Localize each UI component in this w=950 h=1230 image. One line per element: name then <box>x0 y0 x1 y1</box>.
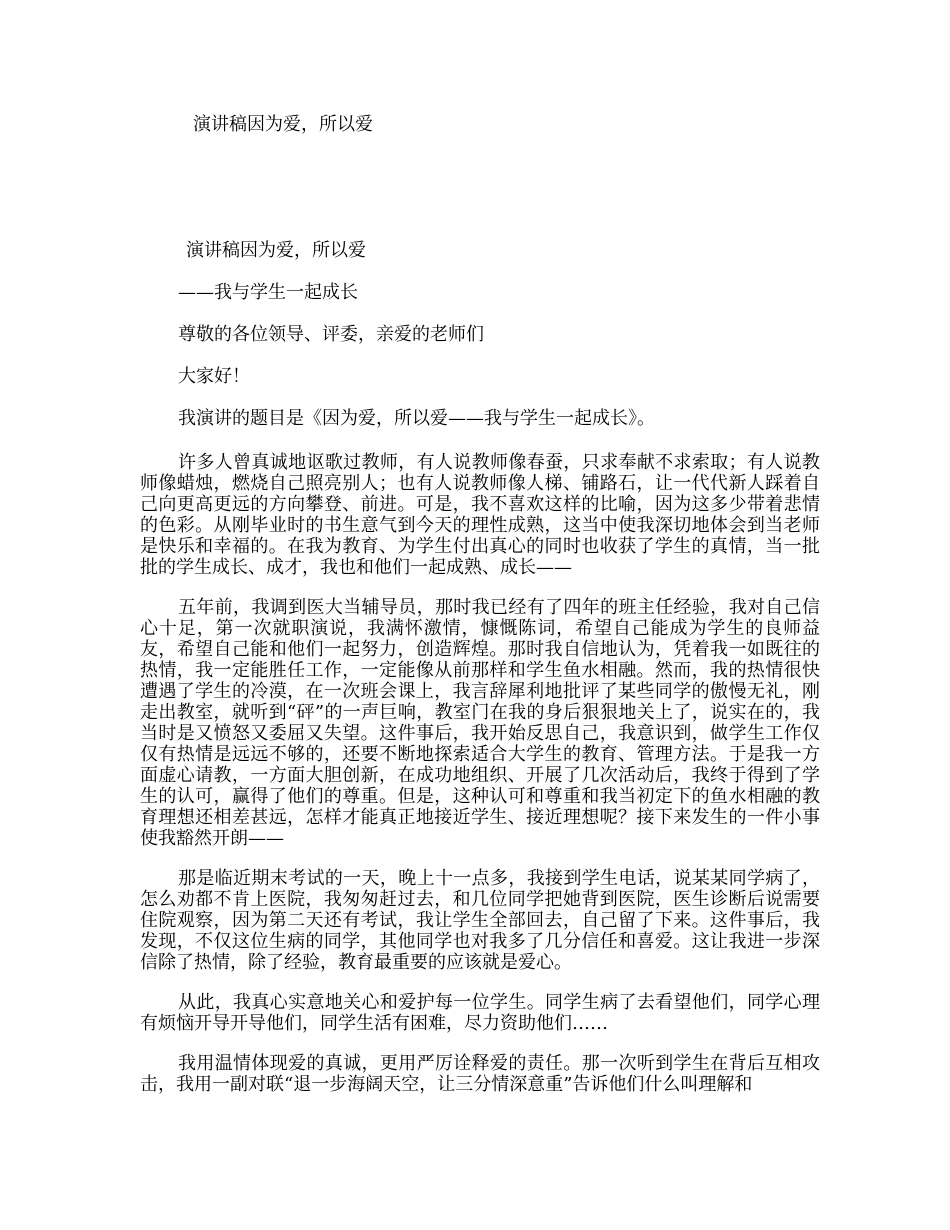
speech-subtitle: ——我与学生一起成长 <box>178 282 358 303</box>
speech-topic: 我演讲的题目是《因为爱，所以爱——我与学生一起成长》。 <box>178 408 655 429</box>
paragraph-4: 从此，我真心实意地关心和爱护每一位学生。同学生病了去看望他们，同学心理有烦恼开导开导他们，同学生活有困难，尽力资助他们…… <box>140 992 820 1034</box>
salutation: 尊敬的各位领导、评委，亲爱的老师们 <box>178 324 484 345</box>
paragraph-2: 五年前，我调到医大当辅导员，那时我已经有了四年的班主任经验，我对自己信心十足，第一次就职演说，我满怀激情，慷慨陈词，希望自己能成为学生的良师益友，希望自己能和他们一起努力，创造辉煌。那时我自信地认为，凭着我一如既往的热情，我一定能胜任工作，一定能像从前那样和学生鱼水相融。然而，我的热情很快遭遇了学生的冷漠，在一次班会课上，我言辞犀利地批评了某些同学的傲慢无礼，刚走出教室，就听到“砰”的一声巨响，教室门在我的身后狠狠地关上了，说实在的，我当时是又愤怒又委屈又失望。这件事后，我开始反思自己，我意识到，做学生工作仅仅有热情是远远不够的，还要不断地探索适合大学生的教育、管理方法。于是我一方面虚心请教，一方面大胆创新，在成功地组织、开展了几次活动后，我终于得到了学生的认可，赢得了他们的尊重。但是，这种认可和尊重和我当初定下的鱼水相融的教育理想还相差甚远，怎样才能真正地接近学生、接近理想呢？接下来发生的一件小事使我豁然开朗—— <box>140 597 820 849</box>
greeting: 大家好！ <box>178 366 250 387</box>
paragraph-5: 我用温情体现爱的真诚，更用严厉诠释爱的责任。那一次听到学生在背后互相攻击，我用一副对联“退一步海阔天空，让三分情深意重”告诉他们什么叫理解和 <box>140 1053 820 1095</box>
paragraph-1: 许多人曾真诚地讴歌过教师，有人说教师像春蚕，只求奉献不求索取；有人说教师像蜡烛，燃烧自己照亮别人；也有人说教师像人梯、铺路石，让一代代新人踩着自己向更高更远的方向攀登、前进。可是，我不喜欢这样的比喻，因为这多少带着悲情的色彩。从刚毕业时的书生意气到今天的理性成熟，这当中使我深切地体会到当老师是快乐和幸福的。在我为教育、为学生付出真心的同时也收获了学生的真情，当一批批的学生成长、成才，我也和他们一起成熟、成长—— <box>140 452 820 578</box>
document-title: 演讲稿因为爱，所以爱 <box>193 114 373 135</box>
speech-heading: 演讲稿因为爱，所以爱 <box>186 240 366 261</box>
document-body <box>140 237 820 1114</box>
paragraph-3: 那是临近期末考试的一天，晚上十一点多，我接到学生电话，说某某同学病了，怎么劝都不肯上医院，我匆匆赶过去，和几位同学把她背到医院，医生诊断后说需要住院观察，因为第二天还有考试，我让学生全部回去，自己留了下来。这件事后，我发现，不仅这位生病的同学，其他同学也对我多了几分信任和喜爱。这让我进一步深信除了热情，除了经验，教育最重要的应该就是爱心。 <box>140 868 820 973</box>
